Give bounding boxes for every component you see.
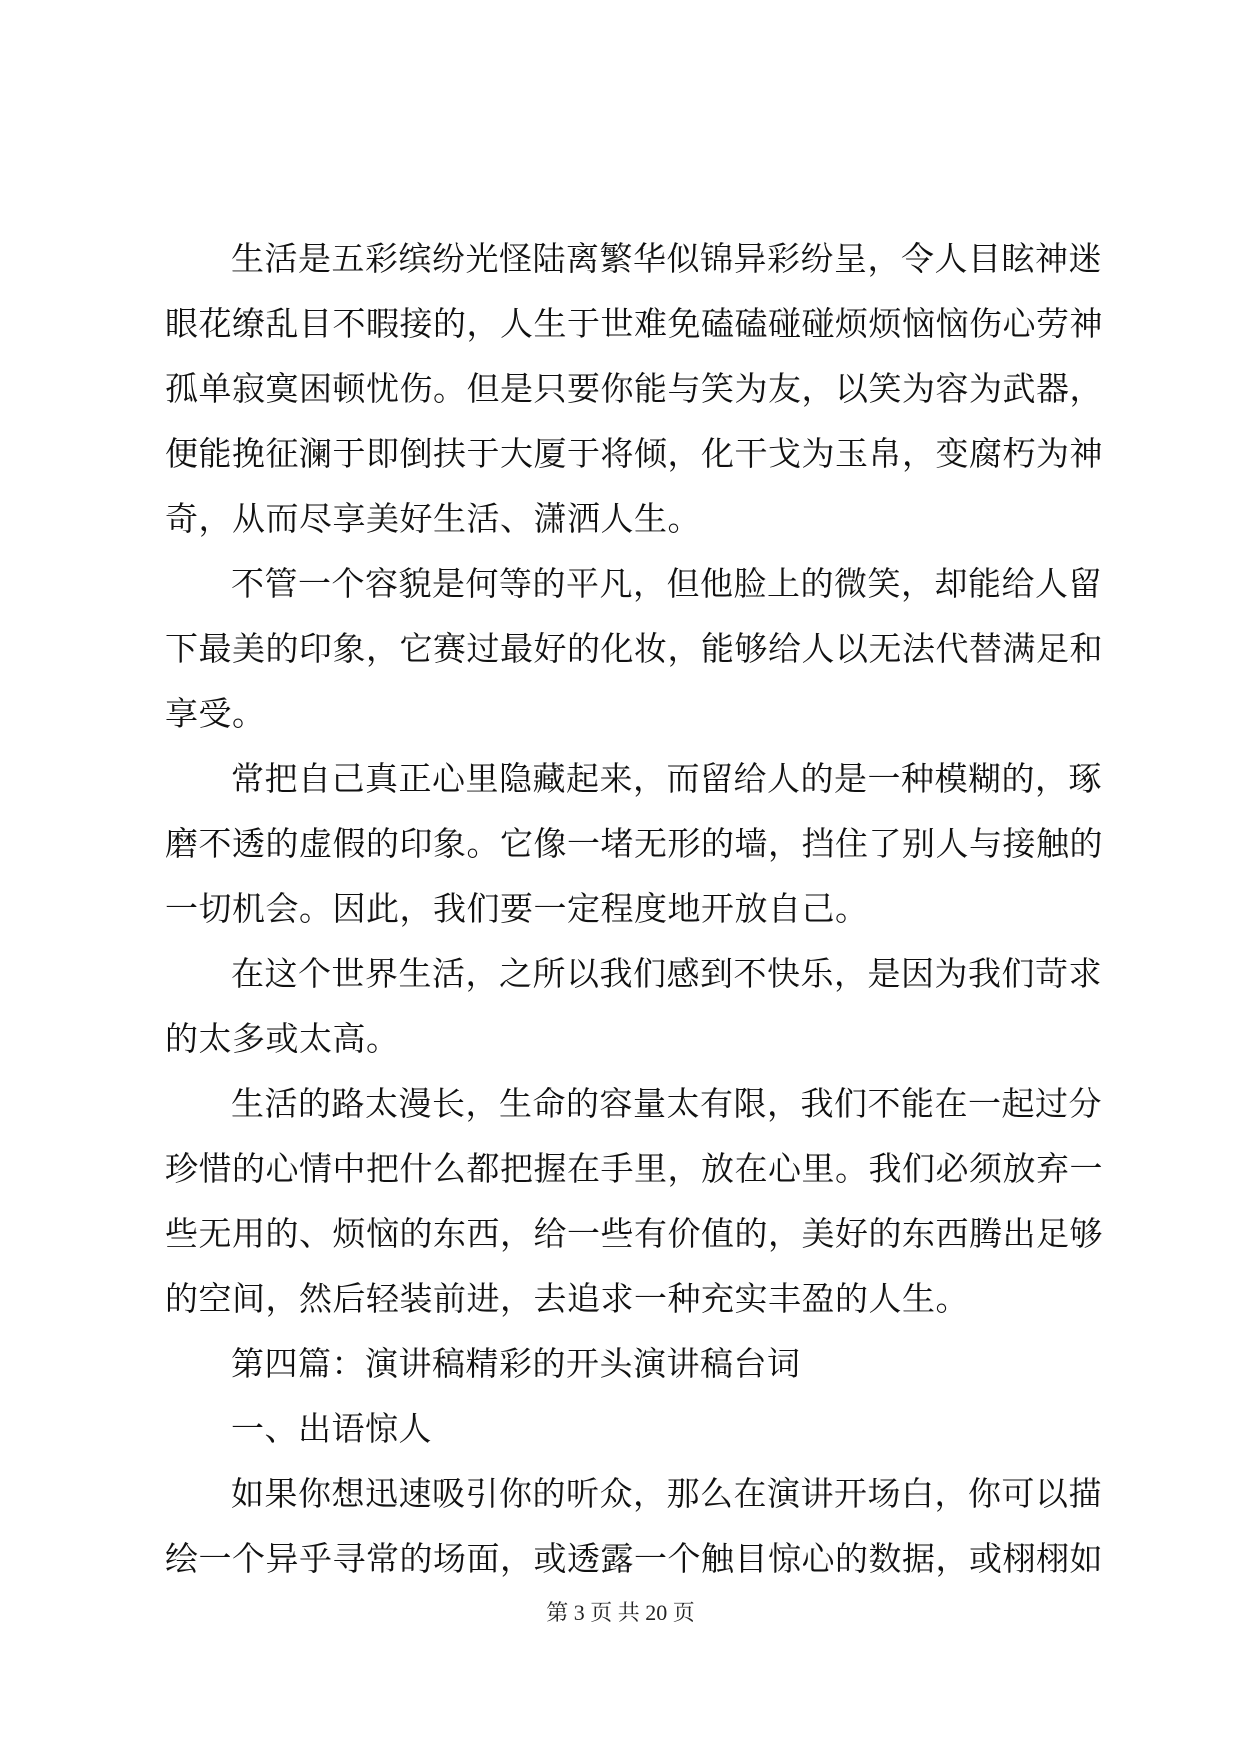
paragraph-line: 常把自己真正心里隐藏起来，而留给人的是一种模糊的，琢 bbox=[231, 759, 1102, 798]
paragraph-line: 生活是五彩缤纷光怪陆离繁华似锦异彩纷呈，令人目眩神迷 bbox=[231, 239, 1102, 278]
paragraph-line: 一切机会。因此，我们要一定程度地开放自己。 bbox=[165, 889, 869, 928]
paragraph-line: 眼花缭乱目不暇接的，人生于世难免磕磕碰碰烦烦恼恼伤心劳神 bbox=[165, 304, 1103, 343]
paragraph-line: 在这个世界生活，之所以我们感到不快乐，是因为我们苛求 bbox=[231, 954, 1102, 993]
paragraph-line: 的太多或太高。 bbox=[165, 1019, 400, 1058]
document-body bbox=[165, 226, 1103, 1591]
paragraph-line: 享受。 bbox=[165, 694, 266, 733]
paragraph-line: 生活的路太漫长，生命的容量太有限，我们不能在一起过分 bbox=[231, 1084, 1102, 1123]
section-heading: 第四篇：演讲稿精彩的开头演讲稿台词 bbox=[231, 1344, 801, 1383]
page-number-footer: 第 3 页 共 20 页 bbox=[546, 1600, 695, 1625]
paragraph-line: 如果你想迅速吸引你的听众，那么在演讲开场白，你可以描 bbox=[231, 1474, 1102, 1513]
paragraph-line: 的空间，然后轻装前进，去追求一种充实丰盈的人生。 bbox=[165, 1279, 969, 1318]
paragraph-line: 便能挽征澜于即倒扶于大厦于将倾，化干戈为玉帛，变腐朽为神 bbox=[165, 434, 1103, 473]
paragraph-line: 珍惜的心情中把什么都把握在手里，放在心里。我们必须放弃一 bbox=[165, 1149, 1103, 1188]
paragraph-line: 下最美的印象，它赛过最好的化妆，能够给人以无法代替满足和 bbox=[165, 629, 1103, 668]
paragraph-line: 不管一个容貌是何等的平凡，但他脸上的微笑，却能给人留 bbox=[231, 564, 1102, 603]
subsection-heading: 一、出语惊人 bbox=[231, 1409, 432, 1448]
paragraph-line: 磨不透的虚假的印象。它像一堵无形的墙，挡住了别人与接触的 bbox=[165, 824, 1103, 863]
paragraph-line: 奇，从而尽享美好生活、潇洒人生。 bbox=[165, 499, 701, 538]
paragraph-line: 些无用的、烦恼的东西，给一些有价值的，美好的东西腾出足够 bbox=[165, 1214, 1103, 1253]
paragraph-line: 孤单寂寞困顿忧伤。但是只要你能与笑为友，以笑为容为武器， bbox=[165, 369, 1103, 408]
paragraph-line: 绘一个异乎寻常的场面，或透露一个触目惊心的数据，或栩栩如 bbox=[165, 1539, 1103, 1578]
